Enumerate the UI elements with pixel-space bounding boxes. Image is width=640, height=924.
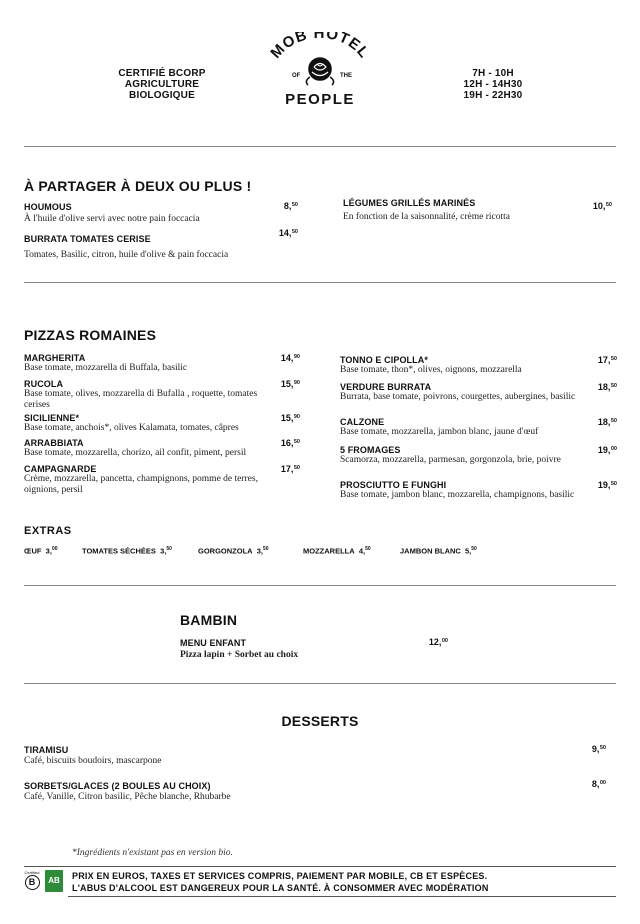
item-description: Crème, mozzarella, pancetta, champignons, pomme de terres, oignions, persil (24, 474, 258, 495)
extra-item: TOMATES SÉCHÉES 3,50 (82, 546, 172, 556)
item-name: PROSCIUTTO E FUNGHI (340, 480, 447, 490)
item-price: 8,00 (591, 779, 606, 789)
menu-item (340, 382, 580, 403)
item-description: Base tomate, mozzarella, chorizo, ail confit, piment, persil (24, 448, 247, 458)
item-name: SORBETS/GLACES (2 BOULES AU CHOIX) (24, 781, 211, 791)
item-price: 12,00 (428, 637, 448, 647)
bio-note: *Ingrédients n'existant pas en version bio. (72, 848, 233, 858)
bcorp-icon (24, 870, 40, 892)
menu-item (180, 638, 420, 661)
item-price: 9,50 (591, 744, 606, 754)
item-description: Base tomate, mozzarella di Buffala, basilic (24, 363, 188, 373)
divider (24, 282, 616, 283)
menu-item (340, 417, 580, 438)
hotel-logo (262, 32, 378, 112)
item-name: RUCOLA (24, 379, 64, 389)
svg-text:OF: OF (292, 73, 301, 79)
footer-bottom-rule (68, 896, 616, 897)
menu-item (24, 379, 274, 411)
svg-text:PEOPLE: PEOPLE (285, 91, 355, 108)
item-description: Base tomate, anchois*, olives Kalamata, tomates, câpres (24, 423, 239, 433)
section-title-bambin: BAMBIN (180, 612, 238, 628)
ab-label: AB (48, 876, 60, 885)
menu-item (24, 353, 274, 374)
menu-item (343, 198, 583, 223)
item-description: Base tomate, mozzarella, jambon blanc, jaune d'œuf (340, 427, 539, 437)
svg-text:THE: THE (340, 73, 352, 79)
legal-line-2: L'ABUS D'ALCOOL EST DANGEREUX POUR LA SANTÉ. À CONSOMMER AVEC MODÉRATION (72, 883, 489, 893)
item-name: VERDURE BURRATA (340, 382, 432, 392)
item-price: 17,50 (597, 355, 617, 365)
item-price: 19,50 (597, 480, 617, 490)
item-name: LÉGUMES GRILLÉS MARINÉS (343, 198, 476, 208)
hours-line: 12H - 14H30 (463, 79, 523, 90)
ab-bio-icon (45, 870, 63, 892)
menu-item (24, 781, 344, 803)
item-name: 5 FROMAGES (340, 445, 401, 455)
rose-icon (262, 32, 378, 112)
item-price: 15,90 (280, 379, 300, 389)
item-description: Tomates, Basilic, citron, huile d'olive & pain foccacia (24, 250, 229, 260)
item-description: Pizza lapin + Sorbet au choix (180, 650, 299, 660)
item-price: 8,50 (283, 201, 298, 211)
item-description: Café, Vanille, Citron basilic, Pêche blanche, Rhubarbe (24, 792, 231, 802)
menu-item (340, 355, 580, 376)
menu-item (24, 202, 294, 225)
hours-line: 7H - 10H (472, 68, 514, 79)
item-name: MARGHERITA (24, 353, 86, 363)
extra-item: GORGONZOLA 3,50 (198, 546, 269, 556)
item-name: SICILIENNE* (24, 413, 80, 423)
item-description: En fonction de la saisonnalité, crème ricotta (343, 212, 510, 222)
menu-item (24, 438, 274, 459)
extra-item: JAMBON BLANC 5,50 (400, 546, 477, 556)
extras-title: EXTRAS (24, 525, 72, 537)
item-description: Base tomate, thon*, olives, oignons, mozzarella (340, 365, 522, 375)
certifications-block (112, 68, 212, 101)
item-price: 10,50 (592, 201, 612, 211)
item-name: CALZONE (340, 417, 385, 427)
item-price: 17,50 (280, 464, 300, 474)
item-name: BURRATA TOMATES CERISE (24, 234, 151, 244)
item-name: MENU ENFANT (180, 638, 247, 648)
menu-item (24, 413, 274, 434)
item-name: ARRABBIATA (24, 438, 84, 448)
section-title-pizzas: PIZZAS ROMAINES (24, 327, 157, 343)
extra-item: ŒUF 3,00 (24, 546, 58, 556)
certification-line: AGRICULTURE (124, 79, 200, 90)
item-price: 18,50 (597, 382, 617, 392)
item-name: TIRAMISU (24, 745, 69, 755)
item-price: 14,90 (280, 353, 300, 363)
item-description: Burrata, base tomate, poivrons, courgettes, aubergines, basilic (340, 392, 576, 402)
item-price: 19,00 (597, 445, 617, 455)
menu-item (340, 480, 580, 501)
item-price: 18,50 (597, 417, 617, 427)
item-description: Café, biscuits boudoirs, mascarpone (24, 756, 162, 766)
certification-line: BIOLOGIQUE (129, 90, 195, 101)
item-name: TONNO E CIPOLLA* (340, 355, 428, 365)
item-description: Base tomate, jambon blanc, mozzarella, champignons, basilic (340, 490, 575, 500)
menu-item (24, 745, 324, 767)
item-description: À l'huile d'olive servi avec notre pain foccacia (24, 214, 200, 224)
item-price: 14,50 (278, 228, 298, 238)
divider (24, 146, 616, 147)
footer-top-rule (24, 866, 616, 867)
section-title-sharing: À PARTAGER À DEUX OU PLUS ! (24, 178, 252, 194)
item-name: HOUMOUS (24, 202, 72, 212)
menu-item (340, 445, 580, 466)
item-price: 15,90 (280, 413, 300, 423)
bcorp-letter: B (25, 875, 40, 890)
menu-item (24, 464, 274, 496)
extra-item: MOZZARELLA 4,50 (303, 546, 371, 556)
certification-line: CERTIFIÉ BCORP (118, 68, 206, 79)
divider (24, 585, 616, 586)
opening-hours (448, 68, 538, 101)
item-description: Scamorza, mozzarella, parmesan, gorgonzola, brie, poivre (340, 455, 561, 465)
hours-line: 19H - 22H30 (463, 90, 523, 101)
bcorp-label: Certified (24, 870, 40, 875)
menu-item (24, 234, 294, 261)
section-title-desserts: DESSERTS (281, 713, 359, 729)
item-name: CAMPAGNARDE (24, 464, 97, 474)
svg-text:MOB HOTEL: MOB HOTEL (267, 32, 373, 62)
item-price: 16,50 (280, 438, 300, 448)
divider (24, 683, 616, 684)
legal-line-1: PRIX EN EUROS, TAXES ET SERVICES COMPRIS, PAIEMENT PAR MOBILE, CB ET ESPÈCES. (72, 871, 488, 881)
item-description: Base tomate, olives, mozzarella di Bufalla , roquette, tomates cerises (24, 389, 258, 410)
